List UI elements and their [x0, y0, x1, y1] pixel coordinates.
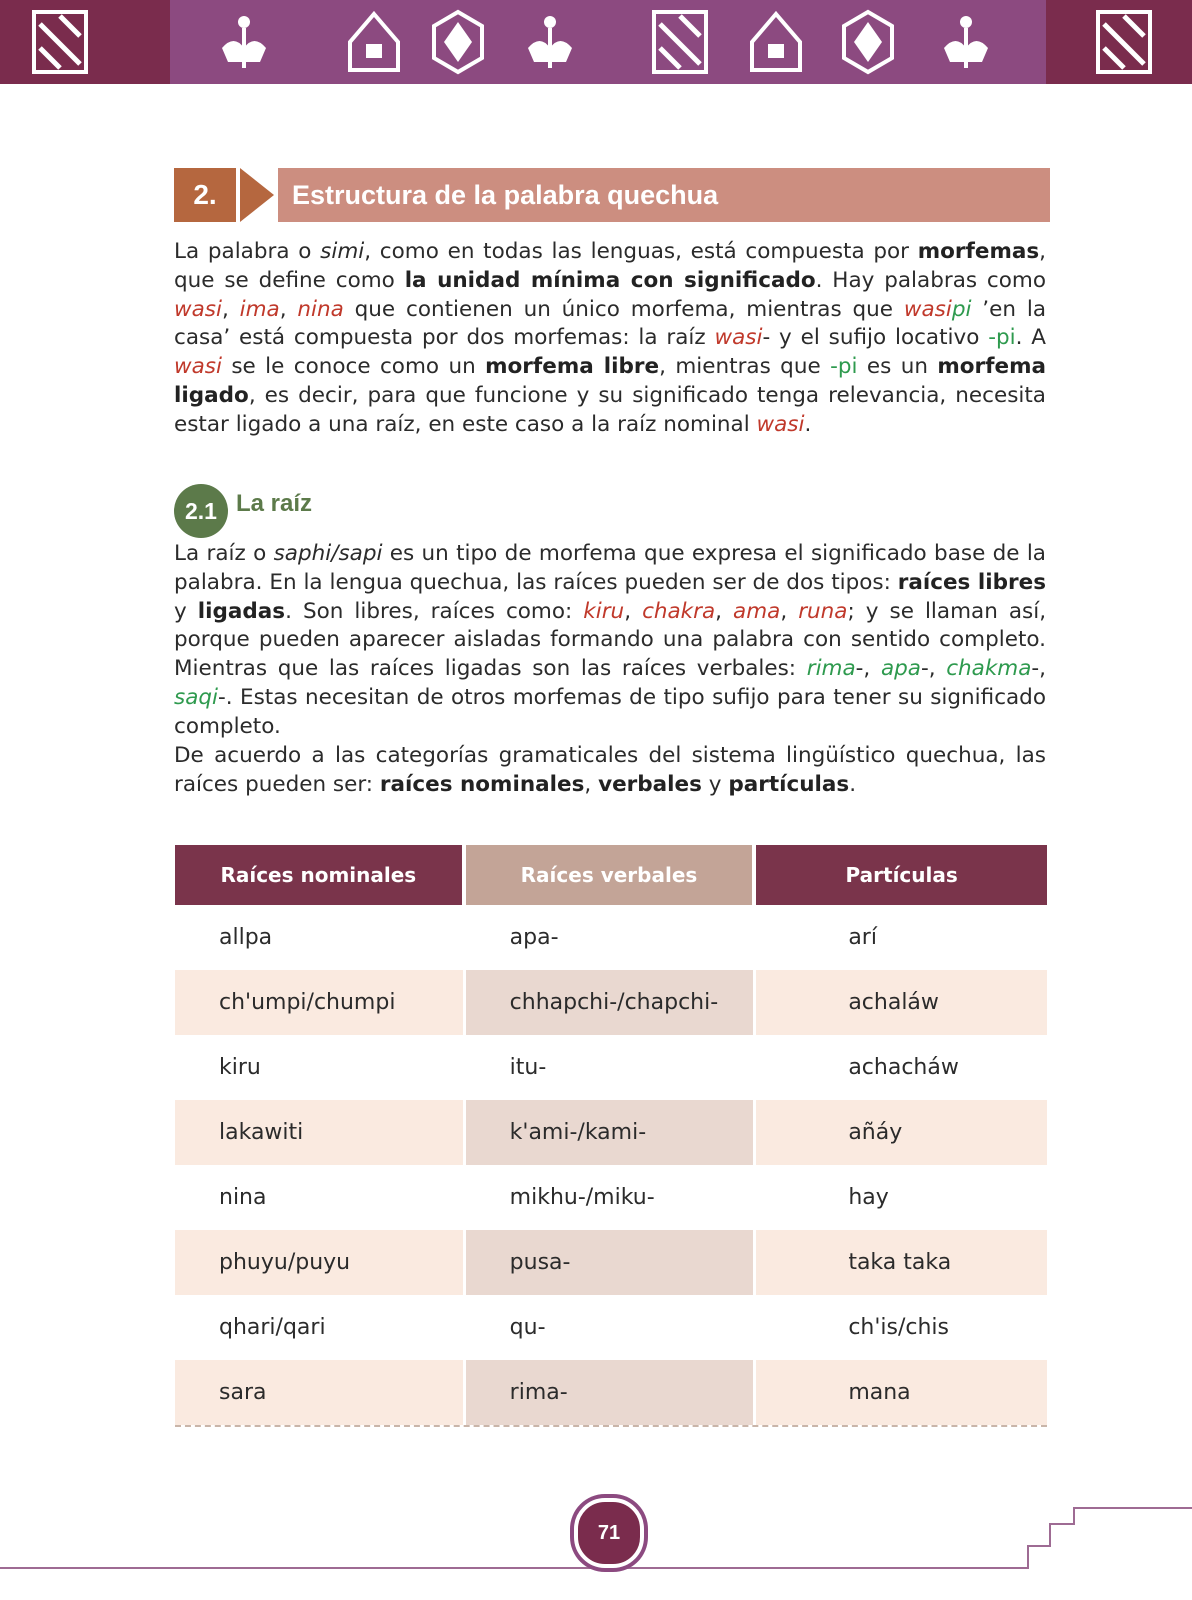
hexagon-motif-icon	[838, 8, 898, 76]
particle-cell: hay	[756, 1165, 1047, 1230]
particle-cell: arí	[756, 905, 1047, 970]
nominal-root-cell: phuyu/puyu	[175, 1230, 466, 1295]
table-header-row	[175, 845, 1047, 905]
verbal-root-cell: pusa-	[466, 1230, 757, 1295]
roots-table	[175, 845, 1047, 1427]
categorias-paragraph: De acuerdo a las categorías gramaticales del sistema lingüístico quechua, las raíces pueden ser: raíces nominales, verbales y partículas.	[174, 743, 1046, 797]
table-row	[175, 1100, 1047, 1165]
page-number: 71	[574, 1498, 644, 1568]
nominal-root-cell: kiru	[175, 1035, 466, 1100]
nominal-root-cell: nina	[175, 1165, 466, 1230]
particle-cell: taka taka	[756, 1230, 1047, 1295]
verbal-root-cell: apa-	[466, 905, 757, 970]
birds-motif-icon	[214, 8, 274, 76]
birds-motif-icon	[520, 8, 580, 76]
header-nominal-roots: Raíces nominales	[175, 845, 466, 905]
decorative-banner	[0, 0, 1192, 84]
verbal-root-cell: k'ami-/kami-	[466, 1100, 757, 1165]
nominal-root-cell: sara	[175, 1360, 466, 1425]
table-row	[175, 905, 1047, 970]
section-title: Estructura de la palabra quechua	[278, 168, 1050, 222]
particle-cell: achaláw	[756, 970, 1047, 1035]
nominal-root-cell: ch'umpi/chumpi	[175, 970, 466, 1035]
house-motif-icon	[344, 8, 404, 76]
nominal-root-cell: lakawiti	[175, 1100, 466, 1165]
table-row	[175, 1295, 1047, 1360]
diamond-motif-icon	[30, 8, 90, 76]
table-row	[175, 1035, 1047, 1100]
verbal-root-cell: rima-	[466, 1360, 757, 1425]
verbal-root-cell: itu-	[466, 1035, 757, 1100]
section-number: 2.	[174, 168, 236, 222]
header-verbal-roots: Raíces verbales	[466, 845, 757, 905]
raiz-paragraph: La raíz o saphi/sapi es un tipo de morfema que expresa el significado base de la palabra. En la lengua quechua, las raíces pueden ser de dos tipos: raíces libres y ligadas. Son libres, raíces como: kiru, chakra, ama, runa; y se llaman así, porque pueden aparecer aisladas formando una palabra con sentido completo. Mientras que las raíces ligadas son las raíces verbales: rima-, apa-, chakma-, saqi-. Estas necesitan de otros morfemas de tipo sufijo para tener su significado completo.	[174, 541, 1047, 739]
table-row	[175, 1165, 1047, 1230]
subsection-number: 2.1	[174, 484, 228, 538]
section-heading	[174, 168, 1050, 222]
nominal-root-cell: qhari/qari	[175, 1295, 466, 1360]
table-row	[175, 1230, 1047, 1295]
intro-paragraph: La palabra o simi, como en todas las lenguas, está compuesta por morfemas, que se define como la unidad mínima con significado. Hay palabras como wasi, ima, nina que contienen un único morfema, mientras que wasipi ’en la casa’ está compuesta por dos morfemas: la raíz wasi- y el sufijo locativo -pi. A wasi se le conoce como un morfema libre, mientras que -pi es un morfema ligado, es decir, para que funcione y su significado tenga relevancia, necesita estar ligado a una raíz, en este caso a la raíz nominal wasi.	[174, 239, 1046, 437]
verbal-root-cell: qu-	[466, 1295, 757, 1360]
table-row	[175, 1360, 1047, 1425]
particle-cell: achacháw	[756, 1035, 1047, 1100]
house-motif-icon	[746, 8, 806, 76]
particle-cell: mana	[756, 1360, 1047, 1425]
nominal-root-cell: allpa	[175, 905, 466, 970]
diamond-motif-icon	[650, 8, 710, 76]
verbal-root-cell: mikhu-/miku-	[466, 1165, 757, 1230]
particle-cell: ch'is/chis	[756, 1295, 1047, 1360]
diamond-motif-icon	[1094, 8, 1154, 76]
arrow-right-icon	[240, 168, 274, 222]
table-row	[175, 970, 1047, 1035]
verbal-root-cell: chhapchi-/chapchi-	[466, 970, 757, 1035]
birds-motif-icon	[936, 8, 996, 76]
banner-inner-panel	[170, 0, 1046, 84]
particle-cell: añáy	[756, 1100, 1047, 1165]
subsection-title: La raíz	[236, 490, 313, 517]
hexagon-motif-icon	[428, 8, 488, 76]
header-particles: Partículas	[756, 845, 1047, 905]
